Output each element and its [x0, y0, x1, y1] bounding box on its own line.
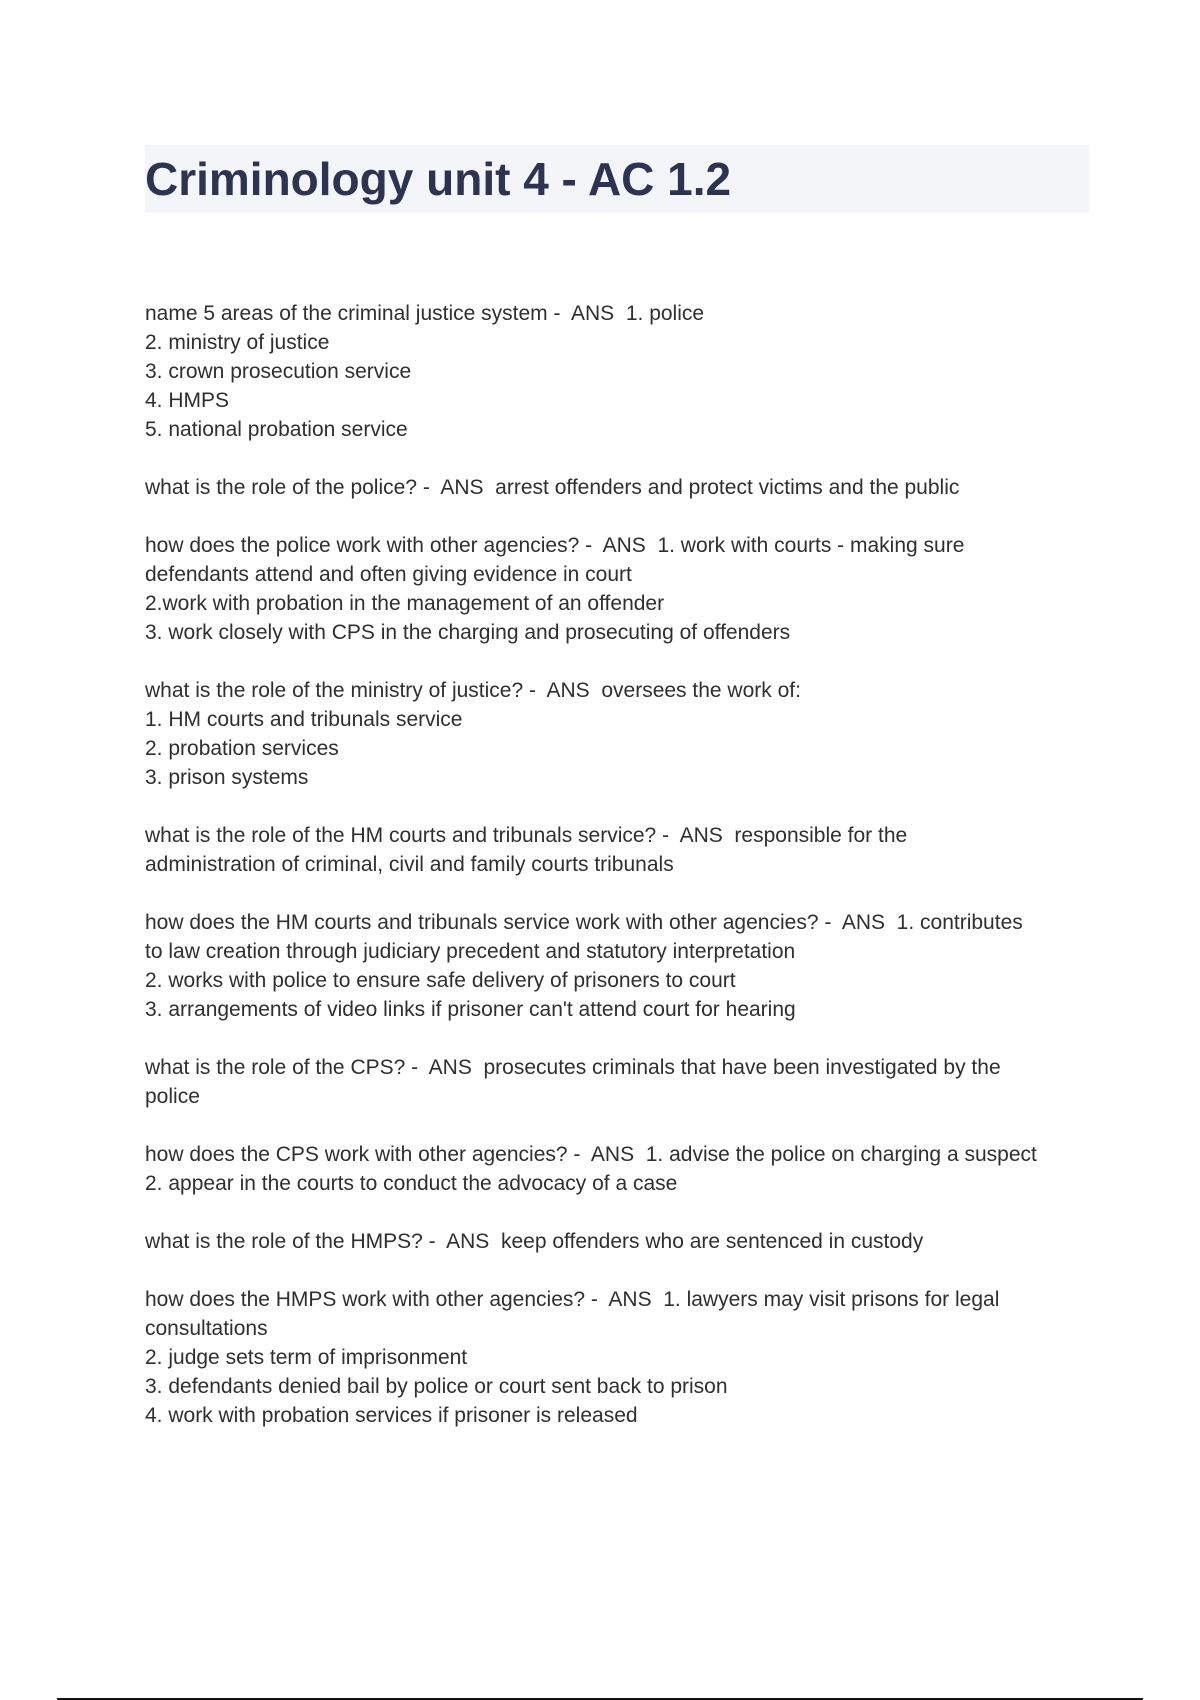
- qa-line: name 5 areas of the criminal justice system - ANS 1. police: [145, 302, 705, 325]
- qa-item: [145, 676, 1105, 792]
- qa-line: 2. probation services: [145, 737, 339, 760]
- qa-line: what is the role of the HM courts and tribunals service? - ANS responsible for the: [145, 824, 908, 847]
- qa-line: how does the HM courts and tribunals service work with other agencies? - ANS 1. contributes: [145, 911, 1023, 934]
- qa-line: 3. crown prosecution service: [145, 360, 412, 383]
- qa-line: how does the CPS work with other agencies? - ANS 1. advise the police on charging a suspect: [145, 1143, 1037, 1166]
- qa-line: 1. HM courts and tribunals service: [145, 708, 463, 731]
- qa-line: what is the role of the ministry of justice? - ANS oversees the work of:: [145, 679, 801, 702]
- qa-line: 2. judge sets term of imprisonment: [145, 1346, 468, 1369]
- qa-line: what is the role of the CPS? - ANS prosecutes criminals that have been investigated by the: [145, 1056, 1001, 1079]
- qa-line: how does the police work with other agencies? - ANS 1. work with courts - making sure: [145, 534, 965, 557]
- qa-line: what is the role of the HMPS? - ANS keep offenders who are sentenced in custody: [145, 1230, 924, 1253]
- qa-item: [145, 908, 1105, 1024]
- qa-line: to law creation through judiciary precedent and statutory interpretation: [145, 940, 796, 963]
- qa-list: [145, 299, 1105, 1459]
- qa-line: police: [145, 1085, 200, 1108]
- title-banner: [145, 145, 1089, 213]
- qa-line: 4. HMPS: [145, 389, 230, 412]
- qa-item: [145, 299, 1105, 444]
- qa-item: [145, 1140, 1105, 1198]
- qa-line: 2. works with police to ensure safe delivery of prisoners to court: [145, 969, 736, 992]
- qa-line: 2. ministry of justice: [145, 331, 330, 354]
- qa-line: 3. work closely with CPS in the charging and prosecuting of offenders: [145, 621, 791, 644]
- qa-item: [145, 473, 1105, 502]
- qa-item: [145, 1053, 1105, 1111]
- qa-line: defendants attend and often giving evidence in court: [145, 563, 632, 586]
- qa-line: 3. defendants denied bail by police or court sent back to prison: [145, 1375, 728, 1398]
- qa-item: [145, 821, 1105, 879]
- qa-item: [145, 1227, 1105, 1256]
- qa-line: what is the role of the police? - ANS arrest offenders and protect victims and the public: [145, 476, 960, 499]
- qa-line: how does the HMPS work with other agencies? - ANS 1. lawyers may visit prisons for legal: [145, 1288, 1000, 1311]
- qa-line: 2.work with probation in the management of an offender: [145, 592, 665, 615]
- qa-item: [145, 1285, 1105, 1430]
- qa-line: consultations: [145, 1317, 268, 1340]
- qa-line: 4. work with probation services if prisoner is released: [145, 1404, 638, 1427]
- qa-line: administration of criminal, civil and family courts tribunals: [145, 853, 674, 876]
- qa-item: [145, 531, 1105, 647]
- qa-line: 3. arrangements of video links if prisoner can't attend court for hearing: [145, 998, 796, 1021]
- qa-line: 5. national probation service: [145, 418, 408, 441]
- qa-line: 2. appear in the courts to conduct the advocacy of a case: [145, 1172, 678, 1195]
- page-title: Criminology unit 4 - AC 1.2: [145, 153, 732, 205]
- qa-line: 3. prison systems: [145, 766, 309, 789]
